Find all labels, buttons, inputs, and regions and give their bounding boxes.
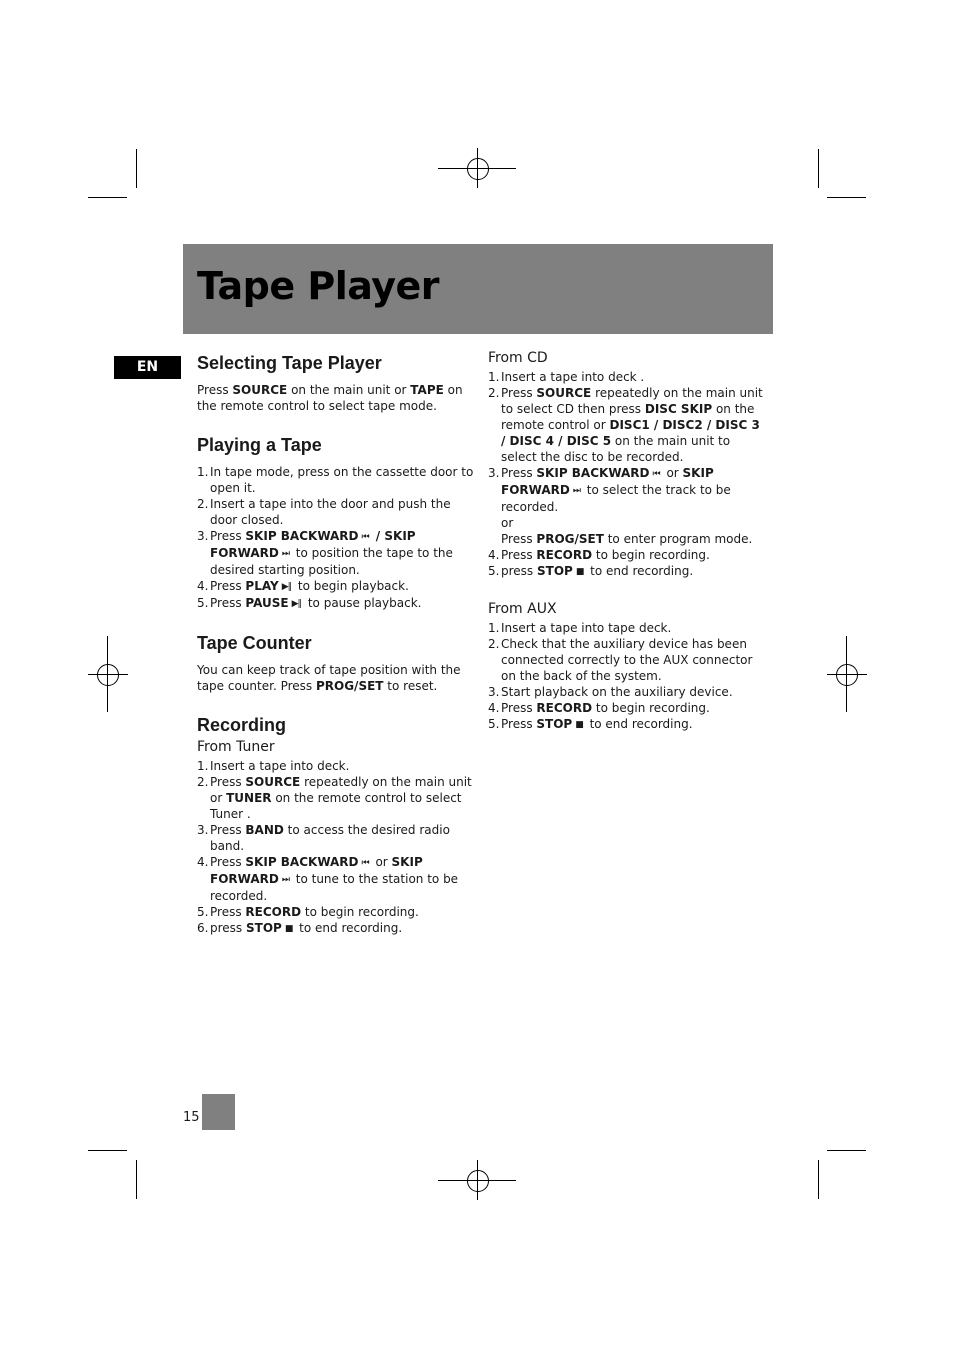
crop-mark: [136, 149, 137, 188]
crop-mark: [827, 1150, 866, 1151]
section-playing-a-tape: [197, 434, 477, 612]
title-band: [183, 244, 773, 334]
list-item: 4. Press SKIP BACKWARD ⏮ or SKIP FORWARD ⏭ to tune to the station to be recorded.: [197, 855, 459, 903]
subsection-heading: From Tuner: [197, 739, 275, 755]
skip-forward-icon: ⏭: [281, 549, 289, 559]
step-list: [197, 758, 477, 937]
page-number-tab: [202, 1094, 235, 1130]
list-item: 2. Press SOURCE repeatedly on the main unit or TUNER on the remote control to select Tuner .: [197, 775, 472, 821]
list-item: 1. Insert a tape into deck .: [488, 370, 645, 384]
step-list: [488, 369, 763, 580]
language-tab: EN: [114, 356, 181, 379]
crop-mark: [818, 149, 819, 188]
step-list: [488, 620, 763, 733]
section-tape-counter: [197, 632, 477, 694]
list-item: 1. Insert a tape into tape deck.: [488, 621, 672, 635]
list-item: 3. Press SKIP BACKWARD ⏮ / SKIP FORWARD ⏭ to position the tape to the desired starting position.: [197, 529, 453, 577]
crop-mark: [88, 1150, 127, 1151]
section-from-cd: [488, 349, 763, 580]
list-item: 6. press STOP ■ to end recording.: [197, 921, 403, 935]
skip-forward-icon: ⏭: [572, 486, 580, 496]
skip-backward-icon: ⏮: [361, 532, 369, 542]
list-item: 2. Press SOURCE repeatedly on the main unit to select CD then press DISC SKIP on the remote control or DISC1 / DISC2 / DISC 3 / DISC 4 / DISC 5 on the main unit to select the disc to be recorded.: [488, 386, 763, 464]
stop-icon: ■: [575, 720, 583, 730]
list-item: 4. Press RECORD to begin recording.: [488, 548, 710, 562]
section-heading: Playing a Tape: [197, 435, 322, 455]
section-selecting-tape-player: [197, 352, 477, 414]
subsection-heading: From AUX: [488, 601, 557, 617]
page-title: Tape Player: [197, 264, 440, 308]
list-item: 1. Insert a tape into deck.: [197, 759, 350, 773]
crop-mark: [88, 197, 127, 198]
page-number: 15: [183, 1110, 200, 1125]
section-heading: Selecting Tape Player: [197, 353, 382, 373]
list-item: 4. Press RECORD to begin recording.: [488, 701, 710, 715]
list-item: 3. Press SKIP BACKWARD ⏮ or SKIP FORWARD ⏭ to select the track to be recorded. or Press PROG/SET to enter program mode.: [488, 466, 753, 546]
stop-icon: ■: [284, 924, 293, 934]
skip-backward-icon: ⏮: [361, 858, 369, 868]
step-list: [197, 464, 477, 612]
list-item: 1. In tape mode, press on the cassette door to open it.: [197, 465, 474, 495]
list-item: 5. Press PAUSE ▶‖ to pause playback.: [197, 596, 422, 610]
section-text: Press SOURCE on the main unit or TAPE on the remote control to select tape mode.: [197, 383, 463, 413]
section-heading: Recording: [197, 715, 287, 735]
skip-forward-icon: ⏭: [281, 875, 289, 885]
play-pause-icon: ▶‖: [281, 582, 292, 592]
list-item: 3. Press BAND to access the desired radio band.: [197, 823, 450, 853]
subsection-heading: From CD: [488, 350, 548, 366]
section-from-aux: [488, 600, 763, 733]
stop-icon: ■: [575, 567, 584, 577]
list-item: 2. Insert a tape into the door and push the door closed.: [197, 497, 451, 527]
list-item: 4. Press PLAY ▶‖ to begin playback.: [197, 579, 409, 593]
skip-backward-icon: ⏮: [652, 469, 660, 479]
list-item: 5. Press STOP ■ to end recording.: [488, 717, 693, 731]
list-item: 5. press STOP ■ to end recording.: [488, 564, 694, 578]
list-item: 2. Check that the auxiliary device has been connected correctly to the AUX connector on the back of the system.: [488, 637, 753, 683]
section-heading: Tape Counter: [197, 633, 312, 653]
crop-mark: [827, 197, 866, 198]
crop-mark: [136, 1160, 137, 1199]
play-pause-icon: ▶‖: [291, 599, 302, 609]
crop-mark: [818, 1160, 819, 1199]
list-item: 3. Start playback on the auxiliary device.: [488, 685, 733, 699]
section-text: You can keep track of tape position with the tape counter. Press PROG/SET to reset.: [197, 663, 461, 693]
list-item: 5. Press RECORD to begin recording.: [197, 905, 419, 919]
right-column: [488, 349, 763, 733]
left-column: [197, 352, 477, 937]
section-recording: [197, 714, 477, 937]
